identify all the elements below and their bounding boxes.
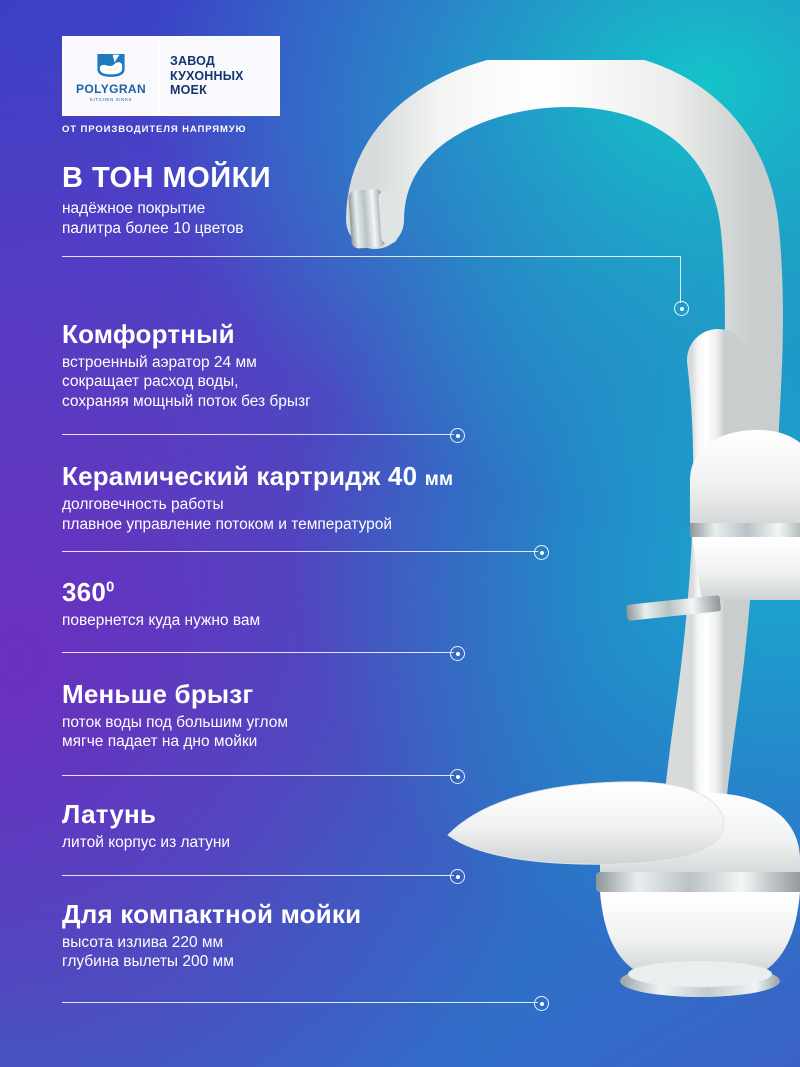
feature-compact-line-2: глубина вылеты 200 мм [62, 953, 234, 971]
feature-tone-title: В ТОН МОЙКИ [62, 162, 272, 194]
feature-cartridge-title [62, 462, 453, 491]
logo-wordmark: POLYGRAN [75, 82, 147, 96]
brand-logo-box [62, 36, 280, 116]
logo-subtext: KITCHEN SINKS [89, 97, 133, 102]
feature-comfort-line-2: сокращает расход воды, [62, 373, 239, 391]
connector-line-splash [62, 775, 454, 776]
feature-tone-line-2: палитра более 10 цветов [62, 219, 244, 237]
feature-brass [62, 800, 230, 852]
connector-line-brass [62, 875, 454, 876]
feature-rotation [62, 578, 260, 630]
feature-rotation-title [62, 578, 260, 607]
logo-title-line-2: КУХОННЫХ [170, 68, 244, 83]
feature-cartridge-line-2: плавное управление потоком и температурой [62, 515, 393, 533]
feature-cartridge-title-main: Керамический картридж 40 [62, 461, 418, 491]
feature-splash-line-2: мягче падает на дно мойки [62, 733, 258, 751]
feature-comfort-title: Комфортный [62, 319, 235, 349]
logo-title-line-1: ЗАВОД [170, 54, 216, 69]
feature-compact-title: Для компактной мойки [62, 899, 362, 929]
connector-line-tone [62, 256, 680, 257]
feature-splash-title: Меньше брызг [62, 679, 254, 709]
feature-compact-line-1: высота излива 220 мм [62, 933, 224, 951]
feature-splash-line-1: поток воды под большим углом [62, 713, 289, 731]
connector-line-cartridge [62, 551, 538, 552]
connector-line-comfort [62, 434, 454, 435]
feature-rotation-line-1: повернется куда нужно вам [62, 611, 261, 629]
sink-wave-icon [94, 50, 128, 80]
faucet-illustration [300, 60, 800, 1020]
brand-caption: ОТ ПРОИЗВОДИТЕЛЯ НАПРЯМУЮ [62, 124, 247, 135]
connector-node-tone [674, 301, 689, 316]
feature-tone-line-1: надёжное покрытие [62, 199, 206, 217]
feature-rotation-degree: 0 [105, 578, 115, 596]
feature-cartridge [62, 462, 453, 535]
connector-node-rotation [450, 646, 465, 661]
connector-node-brass [450, 869, 465, 884]
connector-node-cartridge [534, 545, 549, 560]
connector-line-compact [62, 1002, 538, 1003]
feature-comfort-line-3: сохраняя мощный поток без брызг [62, 393, 311, 411]
feature-tone [62, 163, 271, 239]
connector-node-comfort [450, 428, 465, 443]
feature-compact [62, 900, 361, 972]
feature-comfort [62, 320, 311, 412]
logo-title-line-3: МОЕК [170, 83, 207, 98]
connector-line-rotation [62, 652, 454, 653]
feature-comfort-line-1: встроенный аэратор 24 мм [62, 353, 257, 371]
logo-mark-area [64, 38, 160, 114]
connector-node-compact [534, 996, 549, 1011]
feature-rotation-title-main: 360 [62, 577, 106, 607]
feature-cartridge-title-unit: мм [424, 469, 454, 490]
feature-splash [62, 680, 288, 752]
feature-brass-title: Латунь [62, 799, 157, 829]
logo-title-area [160, 38, 278, 114]
feature-cartridge-line-1: долговечность работы [62, 495, 224, 513]
connector-vline-tone [680, 256, 681, 303]
feature-brass-line-1: литой корпус из латуни [62, 833, 231, 851]
connector-node-splash [450, 769, 465, 784]
